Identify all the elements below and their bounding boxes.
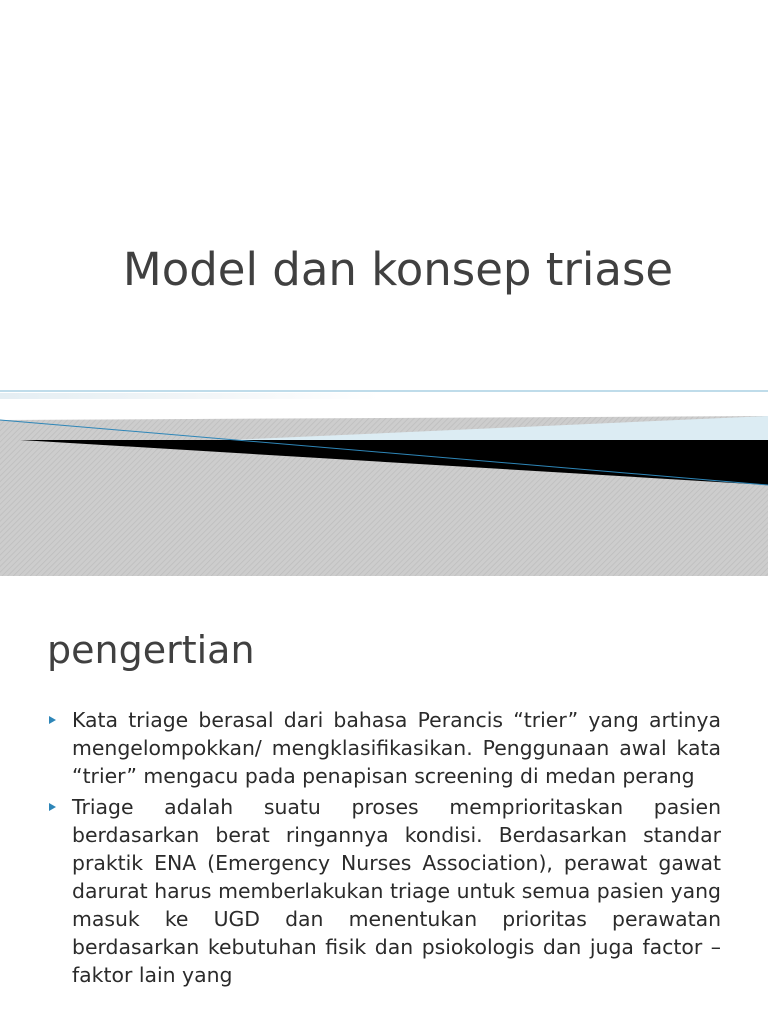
- list-item: [47, 706, 721, 790]
- list-item: [47, 793, 721, 989]
- bullet-text: Triage adalah suatu proses memprioritaskan pasien berdasarkan berat ringannya kondisi. Berdasarkan standar praktik ENA (Emergency Nurses Association), perawat gawat darurat harus memberlakukan triage untuk semua pasien yang masuk ke UGD dan menentukan prioritas perawatan berdasarkan kebutuhan fisik dan psiokologis dan juga factor – faktor lain yang: [72, 795, 721, 987]
- slide-heading: pengertian: [47, 628, 255, 672]
- triangle-bullet-icon: [49, 716, 56, 724]
- bullet-text: Kata triage berasal dari bahasa Perancis “trier” yang artinya mengelompokkan/ mengklasifikasikan. Penggunaan awal kata “trier” mengacu pada penapisan screening di medan perang: [72, 708, 721, 788]
- bullet-list: [47, 706, 721, 992]
- content-slide: [0, 576, 768, 1024]
- triangle-bullet-icon: [49, 803, 56, 811]
- top-fade-strip: [0, 393, 380, 399]
- decorative-band: [0, 385, 768, 576]
- slide-title: Model dan konsep triase: [122, 243, 674, 296]
